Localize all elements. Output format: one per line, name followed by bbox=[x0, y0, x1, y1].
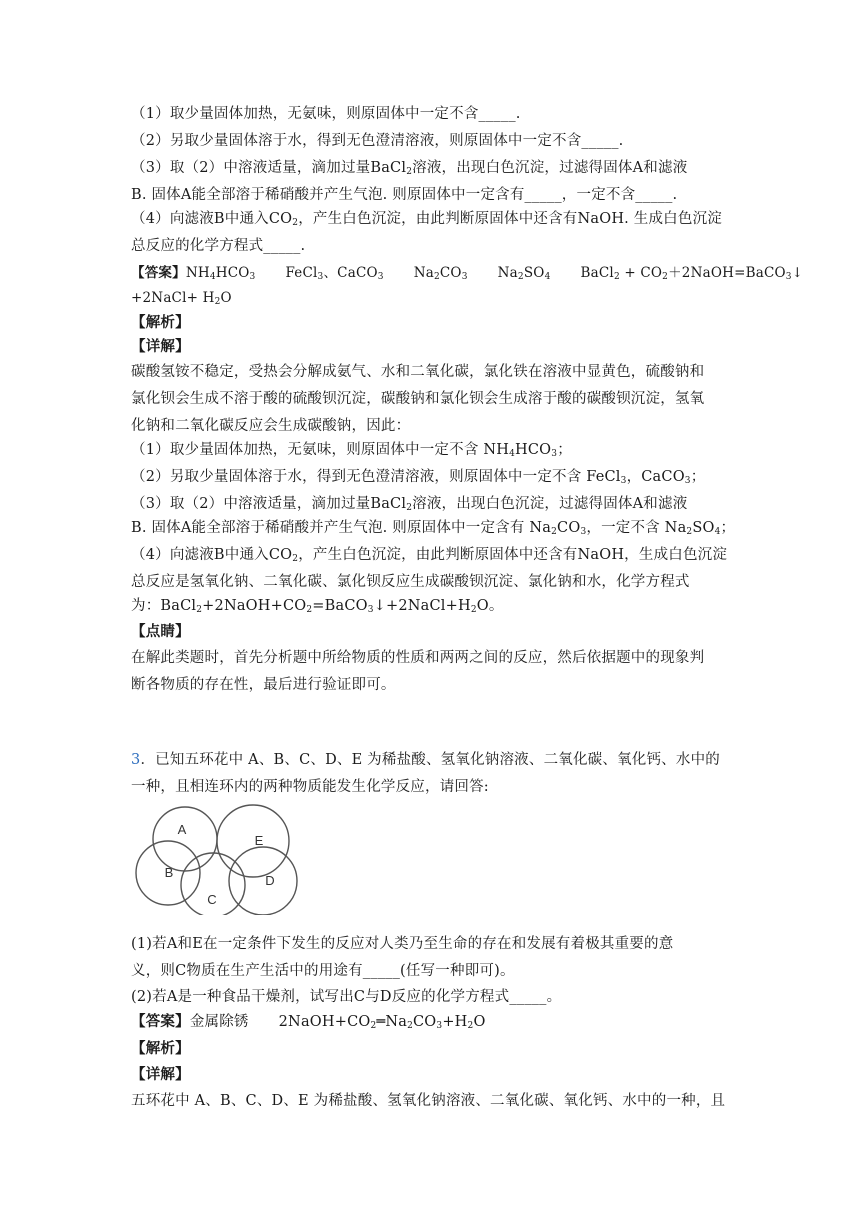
question-3-part-2: (2)若A是一种食品干燥剂，试写出C与D反应的化学方程式_____。 bbox=[131, 989, 562, 1005]
comment-line: 断各物质的存在性，最后进行验证即可。 bbox=[131, 677, 396, 693]
analysis-heading: 【解析】 bbox=[131, 314, 190, 331]
detail-paragraph-line: 氯化钡会生成不溶于酸的硫酸钡沉淀，碳酸钠和氯化钡会生成溶于酸的碳酸钡沉淀，氢氧 bbox=[131, 391, 705, 407]
ring-label-a: A bbox=[177, 822, 187, 837]
detail-paragraph-line: 化钠和二氧化碳反应会生成碳酸钠，因此： bbox=[131, 418, 411, 434]
analysis-heading-3: 【解析】 bbox=[131, 1040, 190, 1057]
answer-line-1: 【答案】$NH_4HCO_3$ FeCl$_3$、CaCO$_3$ $Na_2CO_3$ $Na_2SO_4$ BaCl$_2$ + $CO_2+2NaOH=BaCO_3↓$ bbox=[131, 265, 804, 282]
ring-d bbox=[229, 847, 297, 915]
detail-part-4: （4）向滤液B中通入$CO_2$，产生白色沉淀，由此判断原固体中还含有NaOH，生成白色沉淀 bbox=[131, 547, 728, 564]
question-3-stem-cont: 一种，且相连环内的两种物质能发生化学反应，请回答: bbox=[131, 779, 489, 795]
question-part-3-cont: B. 固体A能全部溶于稀硝酸并产生气泡. 则原固体中一定含有_____，一定不含_____. bbox=[131, 187, 678, 203]
ring-label-b: B bbox=[164, 865, 174, 880]
detail-equation: 为：$BaCl_2+2NaOH+CO_2=BaCO_3↓+2NaCl+H_2O$。 bbox=[131, 598, 504, 615]
ring-label-e: E bbox=[254, 833, 264, 848]
detail-part-2: （2）另取少量固体溶于水，得到无色澄清溶液，则原固体中一定不含 FeCl$_3$，CaCO$_3$； bbox=[131, 469, 706, 486]
question-3-part-1-cont: 义，则C物质在生产生活中的用途有_____(任写一种即可)。 bbox=[131, 963, 515, 979]
question-part-2: （2）另取少量固体溶于水，得到无色澄清溶液，则原固体中一定不含_____. bbox=[131, 133, 624, 149]
detail-part-1: （1）取少量固体加热，无氨味，则原固体中一定不含 $NH_4HCO_3$； bbox=[131, 442, 572, 459]
ring-e bbox=[217, 805, 289, 877]
detail-part-3-cont: B. 固体A能全部溶于稀硝酸并产生气泡. 则原固体中一定含有 $Na_2CO_3$，一定不含 $Na_2SO_4$； bbox=[131, 520, 736, 537]
answer-line-2: +2NaCl+ $H_2O$ bbox=[131, 290, 232, 307]
question-part-4: （4）向滤液B中通入$CO_2$，产生白色沉淀，由此判断原固体中还含有NaOH. 生成白色沉淀 bbox=[131, 211, 722, 228]
detail-heading-3: 【详解】 bbox=[131, 1066, 190, 1083]
question-3-stem: 3．已知五环花中 A、B、C、D、E 为稀盐酸、氢氧化钠溶液、二氧化碳、氧化钙、水中的 bbox=[131, 752, 720, 768]
detail-part-3: （3）取（2）中溶液适量，滴加过量BaCl$_2$溶液，出现白色沉淀，过滤得固体A和滤液 bbox=[131, 496, 688, 513]
ring-label-d: D bbox=[265, 873, 275, 888]
detail-heading: 【详解】 bbox=[131, 338, 190, 355]
answer-3-line: 【答案】金属除锈 $2NaOH+CO_2═Na_2CO_3+H_2O$ bbox=[131, 1013, 486, 1031]
question-number: 3 bbox=[131, 752, 141, 768]
comment-line: 在解此类题时，首先分析题中所给物质的性质和两两之间的反应，然后依据题中的现象判 bbox=[131, 650, 705, 666]
question-part-1: （1）取少量固体加热，无氨味，则原固体中一定不含_____. bbox=[131, 106, 521, 122]
detail-3-line: 五环花中 A、B、C、D、E 为稀盐酸、氢氧化钠溶液、二氧化碳、氧化钙、水中的一种，且 bbox=[131, 1093, 726, 1109]
ring-a bbox=[153, 807, 217, 871]
question-part-4-cont: 总反应的化学方程式_____. bbox=[131, 238, 306, 254]
question-3-part-1: (1)若A和E在一定条件下发生的反应对人类乃至生命的存在和发展有着极其重要的意 bbox=[131, 936, 674, 952]
question-part-3: （3）取（2）中溶液适量，滴加过量BaCl$_2$溶液，出现白色沉淀，过滤得固体A和滤液 bbox=[131, 160, 688, 177]
comment-heading: 【点睛】 bbox=[131, 623, 190, 640]
five-ring-diagram bbox=[133, 803, 333, 915]
detail-part-4-cont: 总反应是氢氧化钠、二氧化碳、氯化钡反应生成碳酸钡沉淀、氯化钠和水，化学方程式 bbox=[131, 574, 690, 590]
ring-label-c: C bbox=[207, 892, 217, 907]
detail-paragraph-line: 碳酸氢铵不稳定，受热会分解成氨气、水和二氧化碳，氯化铁在溶液中显黄色，硫酸钠和 bbox=[131, 364, 705, 380]
